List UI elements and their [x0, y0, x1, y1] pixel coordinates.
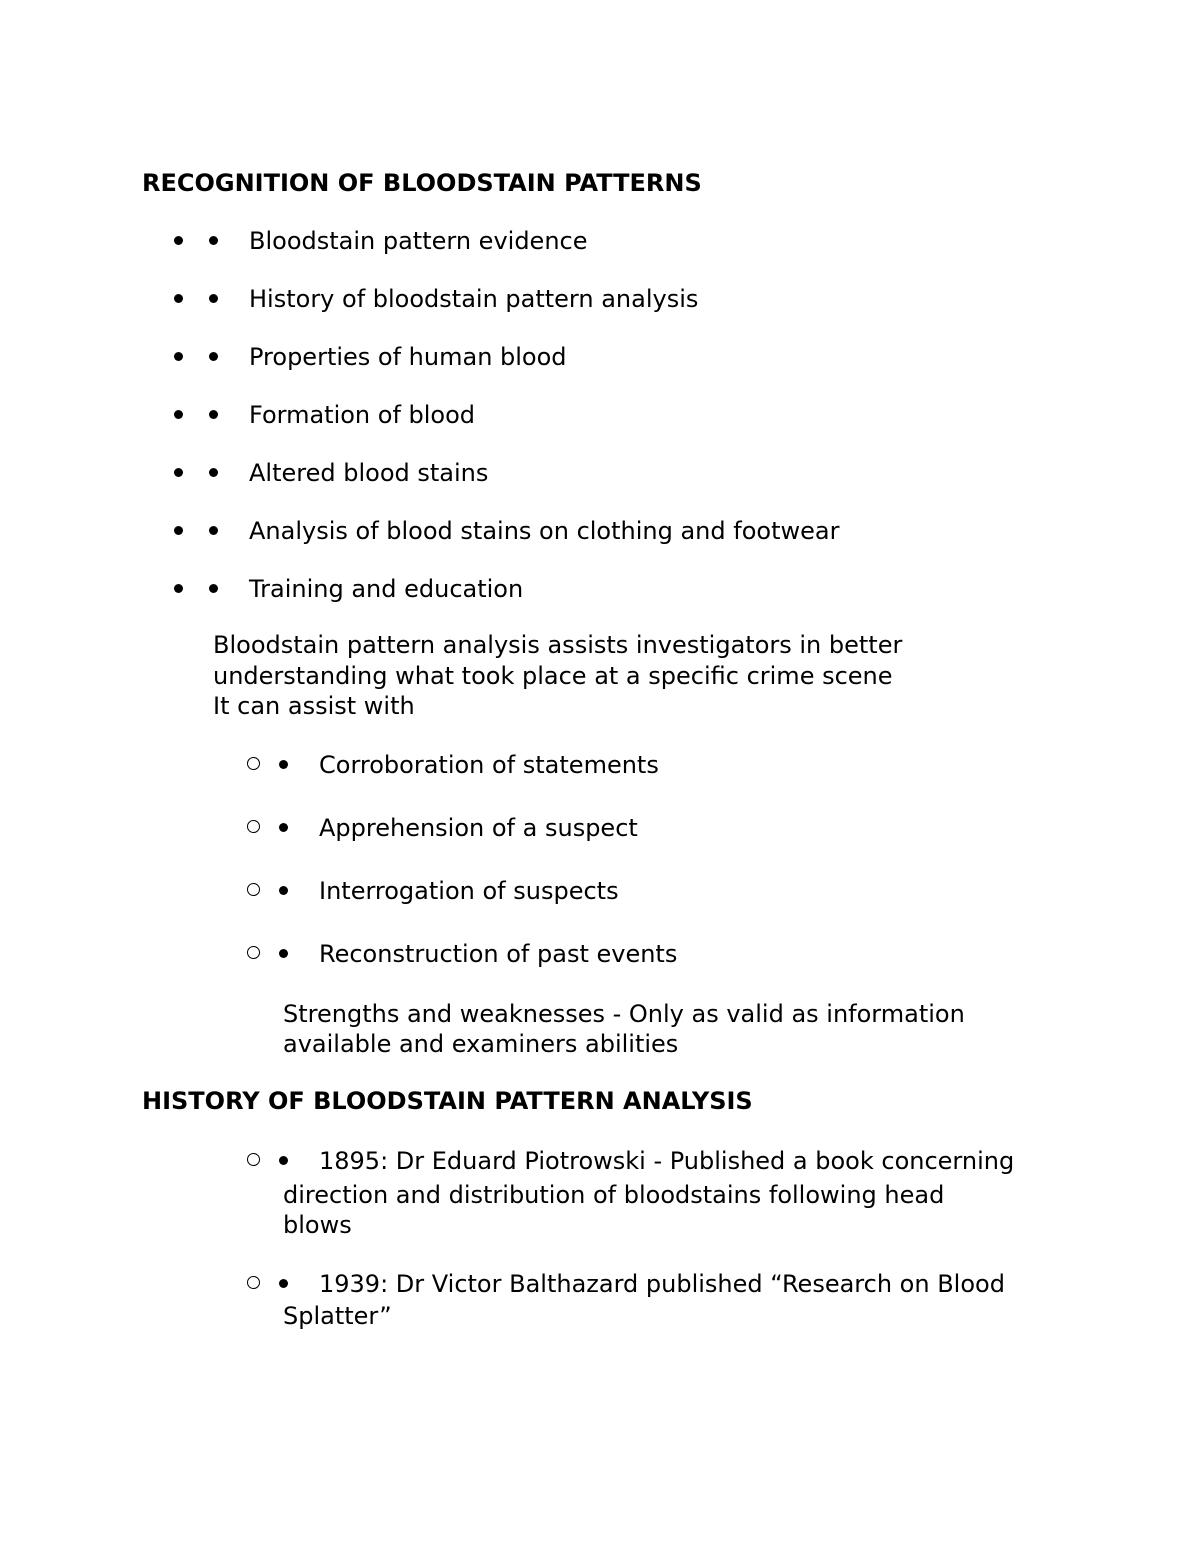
- circle-bullet-icon: [247, 876, 260, 906]
- list-item-text: Formation of blood: [249, 401, 476, 429]
- bullet-icon: [174, 516, 183, 546]
- bullet-icon: [174, 226, 183, 256]
- list-item-continuation: direction and distribution of bloodstains following head: [283, 1181, 945, 1209]
- list-item-continuation: Splatter”: [283, 1302, 392, 1330]
- bullet-icon: [209, 400, 218, 430]
- list-item-text: Apprehension of a suspect: [319, 814, 638, 842]
- bullet-icon: [209, 226, 218, 256]
- paragraph-line: Strengths and weaknesses - Only as valid as information: [283, 1000, 965, 1028]
- bullet-icon: [279, 750, 288, 780]
- bullet-icon: [209, 342, 218, 372]
- section-heading-recognition: RECOGNITION OF BLOODSTAIN PATTERNS: [142, 169, 702, 197]
- circle-bullet-icon: [247, 1146, 260, 1176]
- bullet-icon: [279, 1146, 288, 1176]
- bullet-icon: [279, 939, 288, 969]
- paragraph-line: Bloodstain pattern analysis assists investigators in better: [213, 631, 903, 659]
- list-item-continuation: blows: [283, 1211, 352, 1239]
- circle-bullet-icon: [247, 939, 260, 969]
- bullet-icon: [279, 813, 288, 843]
- bullet-icon: [174, 458, 183, 488]
- list-item-text: 1895: Dr Eduard Piotrowski - Published a book concerning: [319, 1147, 1015, 1175]
- list-item-text: History of bloodstain pattern analysis: [249, 285, 699, 313]
- bullet-icon: [174, 284, 183, 314]
- paragraph-line: available and examiners abilities: [283, 1030, 679, 1058]
- list-item-text: Training and education: [249, 575, 524, 603]
- bullet-icon: [174, 574, 183, 604]
- paragraph-line: understanding what took place at a specific crime scene: [213, 662, 893, 690]
- list-item-text: Reconstruction of past events: [319, 940, 678, 968]
- circle-bullet-icon: [247, 1269, 260, 1299]
- list-item-text: Altered blood stains: [249, 459, 489, 487]
- section-heading-history: HISTORY OF BLOODSTAIN PATTERN ANALYSIS: [142, 1087, 753, 1115]
- bullet-icon: [209, 574, 218, 604]
- bullet-icon: [174, 400, 183, 430]
- circle-bullet-icon: [247, 813, 260, 843]
- list-item-text: Interrogation of suspects: [319, 877, 619, 905]
- bullet-icon: [174, 342, 183, 372]
- bullet-icon: [209, 458, 218, 488]
- paragraph-line: It can assist with: [213, 692, 415, 720]
- bullet-icon: [209, 516, 218, 546]
- list-item-text: 1939: Dr Victor Balthazard published “Research on Blood: [319, 1270, 1005, 1298]
- list-item-text: Bloodstain pattern evidence: [249, 227, 588, 255]
- circle-bullet-icon: [247, 750, 260, 780]
- bullet-icon: [209, 284, 218, 314]
- bullet-icon: [279, 876, 288, 906]
- list-item-text: Properties of human blood: [249, 343, 567, 371]
- list-item-text: Analysis of blood stains on clothing and footwear: [249, 517, 840, 545]
- list-item-text: Corroboration of statements: [319, 751, 659, 779]
- bullet-icon: [279, 1269, 288, 1299]
